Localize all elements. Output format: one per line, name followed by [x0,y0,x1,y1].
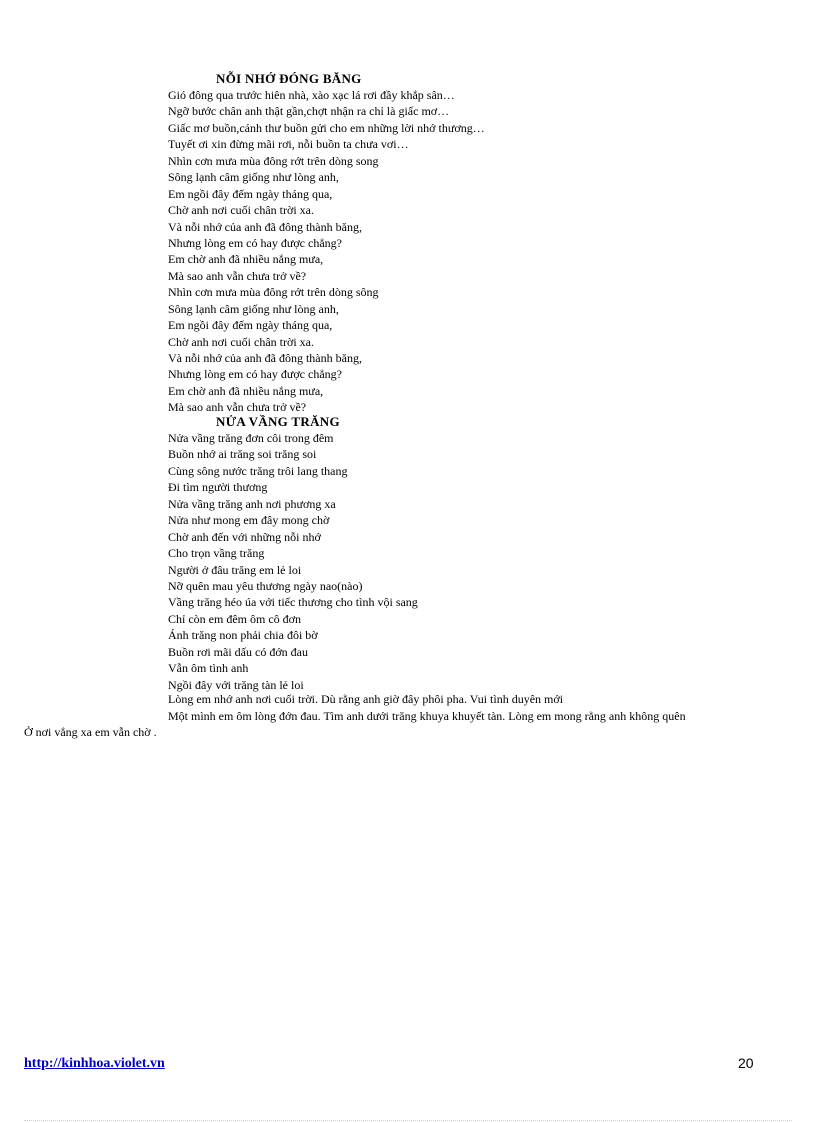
poem-line: Chờ anh nơi cuối chân trời xa. [168,334,315,349]
poem2-body [168,430,418,693]
poem1-body [168,87,485,416]
poem-line: Đi tìm người thương [168,480,268,495]
poem-line: Người ở đâu trăng em lẻ loi [168,562,302,577]
poem-line: Sông lạnh câm giống như lòng anh, [168,301,339,316]
poem-line: Em chờ anh đã nhiều nắng mưa, [168,252,324,267]
poem-line: Ngồi đây với trăng tàn lẻ loi [168,677,304,692]
poem2-paragraph-2-second-line: Ở nơi vắng xa em vẫn chờ . [24,725,157,739]
poem-line: Em ngồi đây đếm ngày tháng qua, [168,186,333,201]
poem-line: Chờ anh đến với những nỗi nhớ [168,529,321,544]
poem-line: Nỡ quên mau yêu thương ngày nao(nào) [168,578,363,593]
poem-line: Tuyết ơi xin đừng mãi rơi, nỗi buồn ta chưa vơi… [168,137,409,152]
poem-line: Vẫn ôm tình anh [168,661,249,676]
footer-divider [24,1120,792,1121]
poem-line: Gió đông qua trước hiên nhà, xào xạc lá rơi đầy khắp sân… [168,88,455,102]
poem-line: Và nỗi nhớ của anh đã đông thành băng, [168,219,362,234]
poem-line: Vầng trăng héo úa với tiếc thương cho tình vội sang [168,595,418,610]
footer-website-link[interactable]: http://kinhhoa.violet.vn [24,1056,165,1071]
poem-line: Mà sao anh vẫn chưa trở về? [168,268,307,283]
poem-line: Nửa vầng trăng anh nơi phương xa [168,496,336,511]
poem-line: Và nỗi nhớ của anh đã đông thành băng, [168,351,362,365]
poem-line: Buồn nhớ ai trăng soi trăng soi [168,447,317,462]
page-number: 20 [738,1055,754,1071]
poem-line: Em ngồi đây đếm ngày tháng qua, [168,318,333,333]
poem-line: Nửa như mong em đây mong chờ [168,513,330,528]
poem-line: Sông lạnh câm giống như lòng anh, [168,170,339,185]
poem-line: Nhưng lòng em có hay được chẳng? [168,235,342,250]
poem2-title: NỬA VẦNG TRĂNG [216,414,340,429]
poem2-paragraph-2-first-line: Một mình em ôm lòng đớn đau. Tìm anh dưới trăng khuya khuyết tàn. Lòng em mong rằng anh không quên [168,709,686,723]
poem-line: Chỉ còn em đêm ôm cô đơn [168,611,301,626]
poem-line: Mà sao anh vẫn chưa trở về? [168,400,307,415]
poem-line: Chờ anh nơi cuối chân trời xa. [168,203,315,218]
poem1-title: NỖI NHỚ ĐÓNG BĂNG [216,71,362,86]
poem-line: Cùng sông nước trăng trôi lang thang [168,463,348,478]
poem-line: Nửa vầng trăng đơn côi trong đêm [168,431,334,445]
poem-line: Buồn rơi mãi dấu có đớn đau [168,644,308,659]
poem-line: Nhìn cơn mưa mùa đông rớt trên dòng song [168,153,379,168]
poem2-paragraph-1: Lòng em nhớ anh nơi cuối trời. Dù rằng anh giờ đây phôi pha. Vui tình duyên mới [168,692,564,706]
poem-line: Giấc mơ buồn,cánh thư buồn gửi cho em những lời nhớ thương… [168,120,485,135]
poem-line: Em chờ anh đã nhiều nắng mưa, [168,383,324,398]
poem-line: Cho trọn vầng trăng [168,546,265,561]
poem-line: Nhưng lòng em có hay được chẳng? [168,367,342,382]
poem-line: Ánh trăng non phải chia đôi bờ [168,628,318,643]
poem-line: Nhìn cơn mưa mùa đông rớt trên dòng sông [168,285,379,300]
poem-line: Ngỡ bước chân anh thật gần,chợt nhận ra chỉ là giấc mơ… [168,104,450,119]
